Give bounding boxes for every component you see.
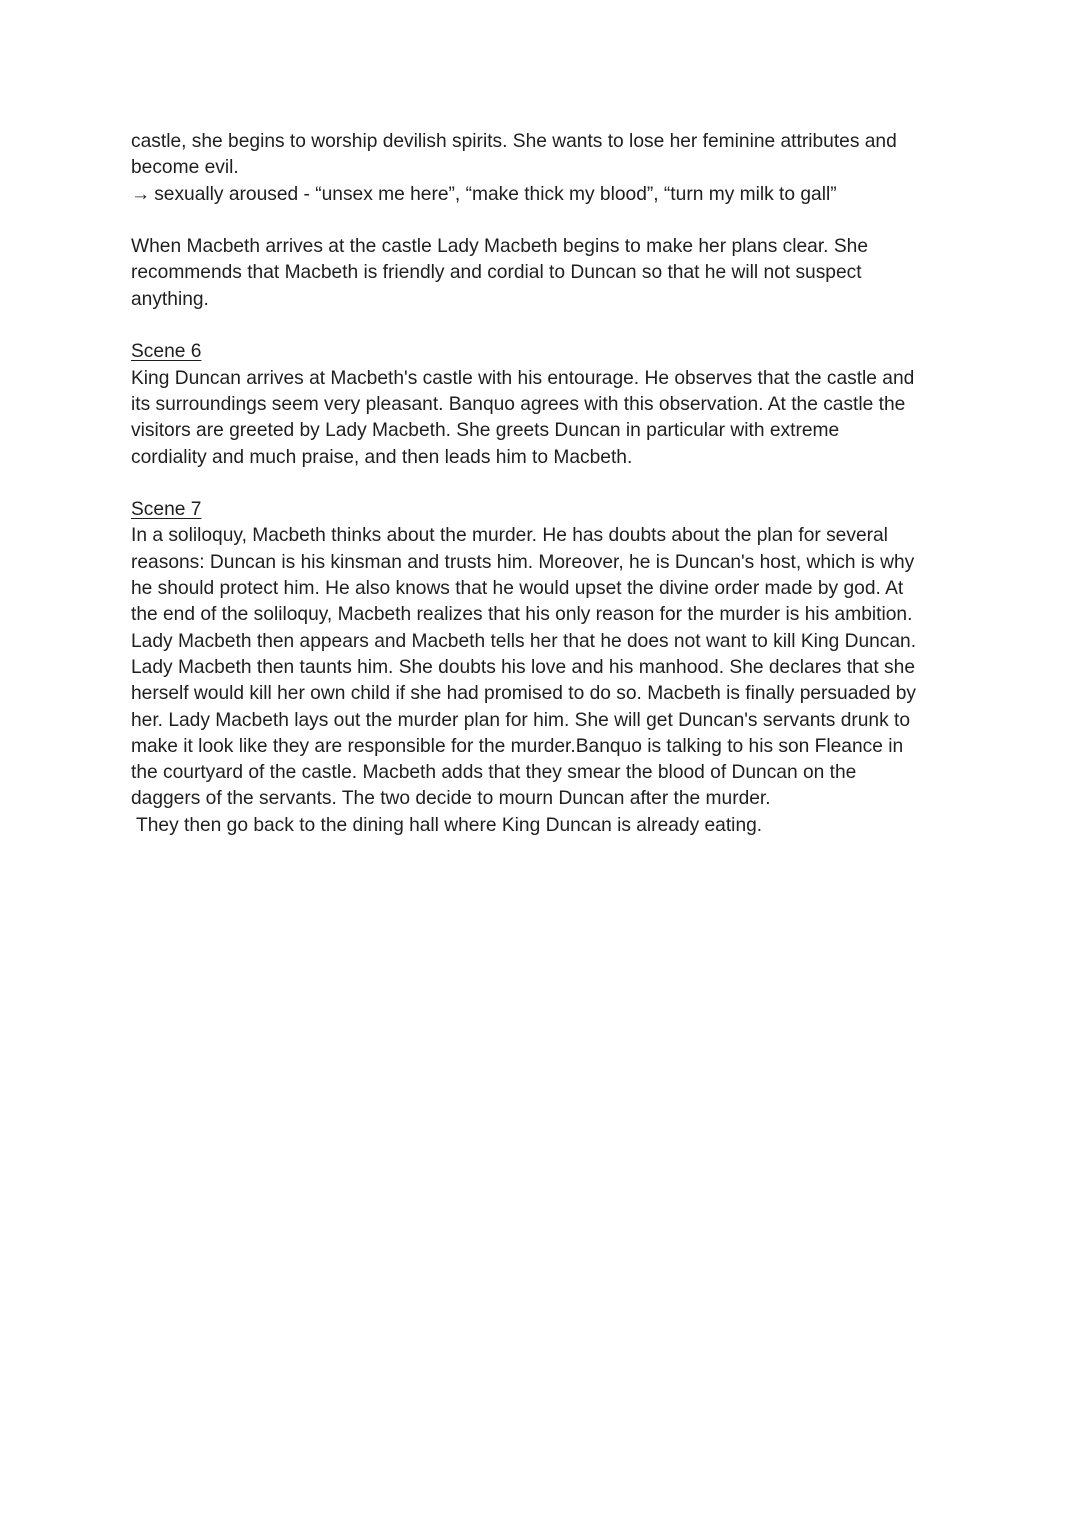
paragraph-gap — [131, 313, 961, 339]
scene-7-line-11: daggers of the servants. The two decide to mourn Duncan after the murder. — [131, 788, 771, 810]
scene-7-section — [131, 497, 961, 839]
scene-7-line-4: the end of the soliloquy, Macbeth realizes that his only reason for the murder is his ambition. — [131, 604, 913, 626]
intro-line-2: become evil. — [131, 157, 239, 179]
scene-6-line-2: its surroundings seem very pleasant. Banquo agrees with this observation. At the castle the — [131, 393, 906, 415]
scene-7-line-6: Lady Macbeth then taunts him. She doubts his love and his manhood. She declares that she — [131, 656, 915, 678]
paragraph-gap — [131, 208, 961, 234]
arrival-paragraph — [131, 234, 961, 313]
document-body — [131, 129, 961, 839]
intro-line-1: castle, she begins to worship devilish spirits. She wants to lose her feminine attributes and — [131, 131, 897, 152]
arrow-note-text: sexually aroused - “unsex me here”, “make thick my blood”, “turn my milk to gall” — [154, 183, 837, 205]
scene-7-line-8: her. Lady Macbeth lays out the murder plan for him. She will get Duncan's servants drunk to — [131, 709, 911, 731]
arrival-line-1: When Macbeth arrives at the castle Lady Macbeth begins to make her plans clear. She — [131, 236, 868, 258]
scene-7-line-9: make it look like they are responsible for the murder.Banquo is talking to his son Fleance in — [131, 735, 904, 757]
arrow-note — [131, 182, 961, 208]
scene-7-line-2: reasons: Duncan is his kinsman and trusts him. Moreover, he is Duncan's host, which is why — [131, 551, 915, 573]
intro-paragraph — [131, 129, 961, 208]
scene-6-section — [131, 339, 961, 470]
arrival-line-3: anything. — [131, 288, 209, 310]
scene-7-line-10: the courtyard of the castle. Macbeth adds that they smear the blood of Duncan on the — [131, 762, 857, 784]
right-arrow-icon: → — [131, 183, 151, 205]
arrival-line-2: recommends that Macbeth is friendly and cordial to Duncan so that he will not suspect — [131, 262, 862, 284]
scene-7-heading: Scene 7 — [131, 499, 202, 521]
scene-6-line-4: cordiality and much praise, and then leads him to Macbeth. — [131, 446, 633, 468]
scene-6-heading: Scene 6 — [131, 341, 202, 363]
scene-6-line-3: visitors are greeted by Lady Macbeth. She greets Duncan in particular with extreme — [131, 420, 840, 442]
scene-6-line-1: King Duncan arrives at Macbeth's castle with his entourage. He observes that the castle and — [131, 367, 915, 389]
paragraph-gap — [131, 471, 961, 497]
scene-7-line-7: herself would kill her own child if she had promised to do so. Macbeth is finally persuaded by — [131, 683, 916, 705]
scene-7-line-1: In a soliloquy, Macbeth thinks about the murder. He has doubts about the plan for several — [131, 525, 888, 547]
scene-7-line-3: he should protect him. He also knows that he would upset the divine order made by god. At — [131, 578, 904, 600]
scene-7-last-line: They then go back to the dining hall where King Duncan is already eating. — [136, 814, 763, 836]
scene-7-line-5: Lady Macbeth then appears and Macbeth tells her that he does not want to kill King Duncan. — [131, 630, 917, 652]
